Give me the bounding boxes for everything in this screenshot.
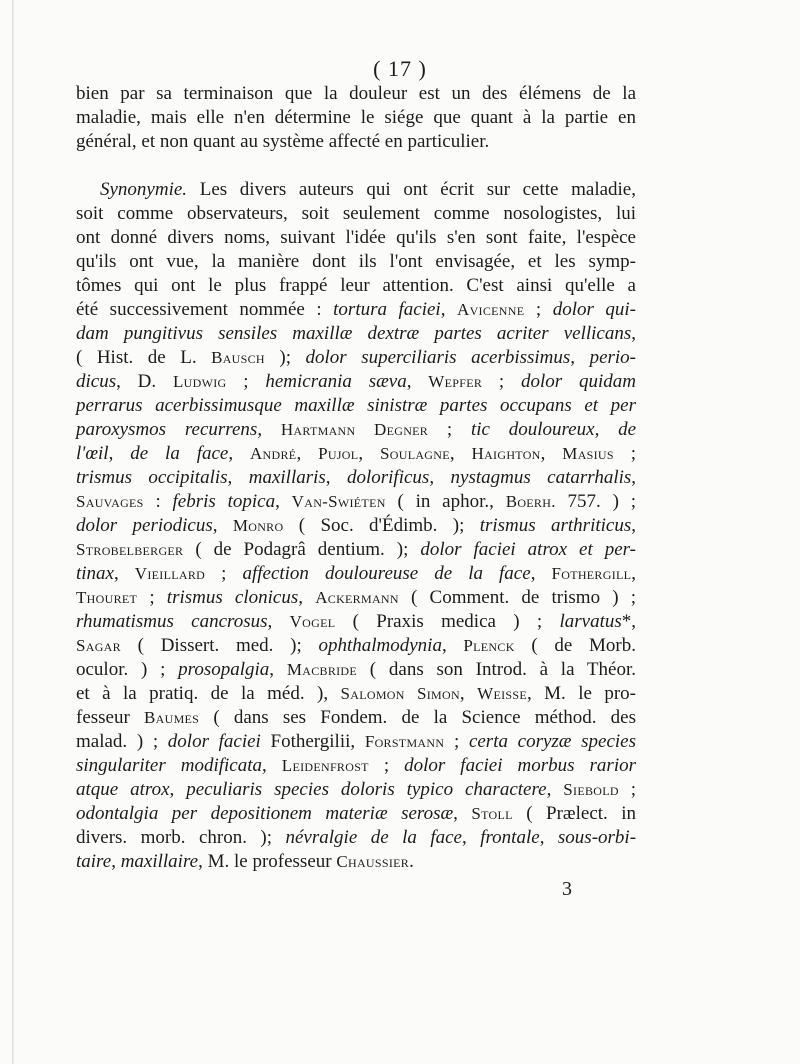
text-run: tômes qui ont le plus frappé leur attention. C'est ainsi qu'elle a [76, 275, 636, 296]
text-run: ; [205, 563, 243, 584]
author-name: Soulagne [380, 444, 450, 463]
text-run: fesseur [76, 707, 144, 728]
italic-term: larvatus [559, 611, 622, 632]
text-run: , [594, 419, 619, 440]
text-run: , [358, 443, 381, 464]
page-number: ( 17 ) [373, 56, 427, 81]
italic-term: hemicrania sæva [265, 371, 407, 392]
author-name: Wepfer [428, 372, 483, 391]
text-line [76, 346, 636, 370]
text-run: , [462, 827, 481, 848]
text-run: , [296, 443, 319, 464]
text-run: , [530, 563, 552, 584]
italic-term: dolor faciei morbus rarior [404, 755, 637, 776]
text-run: oculor. ) ; [76, 659, 179, 680]
text-run: , [631, 323, 636, 344]
text-run: , [631, 563, 637, 584]
italic-term: perrarus acerbissimusque maxillæ sinistræ partes occupans et per [76, 395, 636, 416]
author-name: Macbride [286, 660, 358, 679]
text-line [76, 226, 636, 250]
text-line [76, 826, 636, 850]
text-run: soit comme observateurs, soit seulement comme nosologistes, lui [76, 203, 636, 224]
author-name: Bausch [211, 348, 265, 367]
text-line [76, 322, 636, 346]
text-run: , [546, 779, 564, 800]
text-run: , [212, 515, 233, 536]
text-run: : [143, 491, 173, 512]
text-line [76, 418, 636, 442]
text-run: , [169, 779, 187, 800]
italic-term: dolor faciei [167, 731, 261, 752]
author-name: Weisse [477, 684, 527, 703]
text-run: , [114, 563, 135, 584]
text-line [76, 514, 636, 538]
italic-term: dolor superciliaris acerbissimus [305, 347, 571, 368]
italic-term: tinax [76, 563, 114, 584]
text-run: ); [264, 347, 306, 368]
italic-term: dolor periodicus [76, 515, 213, 536]
text-run: , [111, 851, 121, 872]
text-run: , [449, 443, 472, 464]
italic-term: perio- [589, 347, 636, 368]
italic-term: atque atrox [76, 779, 170, 800]
text-run: ( dans son Introd. à la Théor. [357, 659, 636, 680]
text-line [76, 706, 636, 730]
text-run: , [631, 515, 636, 536]
text-run: ; [368, 755, 405, 776]
italic-term: névralgie de la face [285, 827, 462, 848]
author-name: Sagar [76, 636, 121, 655]
text-run: été successivement nommée : [76, 299, 334, 320]
italic-term: ophthalmodynia [318, 635, 442, 656]
text-line [76, 370, 636, 394]
text-run: et à la pratiq. de la méd. ), [76, 683, 341, 704]
author-name: Fothergill [551, 564, 632, 583]
author-name: Haighton [471, 444, 541, 463]
text-line [76, 802, 636, 826]
author-name: Siebold [563, 780, 619, 799]
author-name: Hartmann Degner [280, 420, 429, 439]
text-line [76, 778, 636, 802]
text-run: , [453, 803, 472, 824]
italic-term: maxillaris [248, 467, 326, 488]
italic-term: prosopalgia [178, 659, 270, 680]
text-run: ( Praxis medica ) ; [335, 611, 560, 632]
italic-term: nystagmus catarrhalis [450, 467, 632, 488]
text-run: ( Dissert. med. ); [120, 635, 319, 656]
italic-term: trismus occipitalis [76, 467, 228, 488]
italic-term: dolor qui- [552, 299, 636, 320]
text-line [76, 298, 636, 322]
text-run: , M. le pro- [526, 683, 637, 704]
text-run: ( de Morb. [514, 635, 637, 656]
text-run: ( Comment. de trismo ) ; [398, 587, 637, 608]
italic-term: l'œil [76, 443, 109, 464]
text-line [76, 754, 636, 778]
page-fold-shadow [12, 0, 14, 1064]
text-run: , [540, 443, 563, 464]
text-run: ( Prælect. in [512, 803, 637, 824]
italic-term: affection douloureuse de la face [242, 563, 531, 584]
text-run: , M. le professeur [198, 851, 337, 872]
italic-term: maxillaire [120, 851, 199, 872]
author-name: Vieillard [134, 564, 206, 583]
text-run: ( de Podagrâ dentium. ); [183, 539, 421, 560]
text-run: ( dans ses Fondem. de la Science méthod. des [199, 707, 636, 728]
text-run: qu'ils ont vue, la manière dont ils l'ont envisagée, et les symp- [76, 251, 636, 272]
text-run: , [228, 443, 250, 464]
text-run: ; [444, 731, 469, 752]
text-run: , [298, 587, 316, 608]
text-run: ; [482, 371, 522, 392]
text-run: divers. morb. chron. ); [76, 827, 286, 848]
italic-term: tic douloureux [470, 419, 595, 440]
italic-term: dam pungitivus sensiles maxillæ dextræ partes acriter vellicans [76, 323, 632, 344]
italic-term: dolorificus [346, 467, 430, 488]
text-run: bien par sa terminaison que la douleur est un des élémens de la [76, 83, 636, 104]
signature-mark: 3 [562, 878, 572, 900]
author-name: Stoll [471, 804, 513, 823]
text-run: , [257, 419, 281, 440]
text-run: ; [137, 587, 167, 608]
text-run: ( Soc. d'Édimb. ); [283, 515, 480, 536]
text-line [76, 730, 636, 754]
text-run: ; [524, 299, 553, 320]
author-name: Boerh. [505, 492, 556, 511]
text-line [76, 682, 636, 706]
text-run: ont donné divers noms, suivant l'idée qu'ils s'en sont faite, l'espèce [76, 227, 636, 248]
text-line [76, 394, 636, 418]
italic-term: de [618, 419, 637, 440]
text-run: , [267, 611, 290, 632]
author-name: Strobelberger [76, 540, 184, 559]
text-run: , D. [116, 371, 173, 392]
text-run: , [429, 467, 451, 488]
italic-term: singulariter modificata [76, 755, 263, 776]
text-line [76, 106, 636, 130]
text-line [100, 178, 636, 202]
text-run: , [275, 491, 292, 512]
italic-term: de la face [130, 443, 229, 464]
text-line [76, 442, 636, 466]
text-line [76, 850, 636, 874]
italic-term: Synonymie. [100, 179, 188, 200]
text-run: ; [226, 371, 266, 392]
author-name: Chaussier [336, 852, 410, 871]
text-run: , [440, 299, 457, 320]
text-run: malad. ) ; [76, 731, 168, 752]
italic-term: dolor quidam [521, 371, 636, 392]
text-line [76, 250, 636, 274]
text-line [76, 586, 636, 610]
text-run: , [631, 467, 637, 488]
author-name: Leidenfrost [281, 756, 369, 775]
text-run: , [269, 659, 287, 680]
italic-term: febris topica [172, 491, 276, 512]
text-line [76, 610, 636, 634]
text-run: . [409, 851, 414, 872]
author-name: Baumes [144, 708, 200, 727]
author-name: Forstmann [364, 732, 445, 751]
text-run: , [262, 755, 282, 776]
author-name: André [249, 444, 297, 463]
text-run: Fothergilii, [260, 731, 365, 752]
author-name: Van-Swiéten [291, 492, 386, 511]
text-run: ; [613, 443, 637, 464]
text-run: maladie, mais elle n'en détermine le siége que quant à la partie en [76, 107, 636, 128]
text-run: , [325, 467, 347, 488]
text-line [76, 538, 636, 562]
text-run: , [406, 371, 429, 392]
text-run: ; [618, 779, 637, 800]
italic-term: dolor faciei atrox et per- [420, 539, 636, 560]
text-line [76, 130, 636, 154]
text-line [76, 274, 636, 298]
text-run: général, et non quant au système affecté en particulier. [76, 131, 490, 152]
author-name: Sauvages [76, 492, 144, 511]
author-name: Salomon Simon [340, 684, 460, 703]
author-name: Ackermann [315, 588, 399, 607]
author-name: Avicenne [457, 300, 525, 319]
text-run: , [459, 683, 478, 704]
italic-term: paroxysmos recurrens [76, 419, 258, 440]
author-name: Thouret [76, 588, 138, 607]
italic-term: rhumatismus cancrosus [76, 611, 268, 632]
text-line [76, 490, 636, 514]
author-name: Monro [232, 516, 284, 535]
italic-term: sous-orbi- [557, 827, 637, 848]
italic-term: trismus clonicus [166, 587, 299, 608]
text-run: , [570, 347, 590, 368]
author-name: Pujol [318, 444, 359, 463]
author-name: Ludwig [172, 372, 227, 391]
italic-term: dicus [76, 371, 117, 392]
text-run: ; [428, 419, 471, 440]
text-line [76, 202, 636, 226]
text-line [76, 658, 636, 682]
italic-term: trismus arthriticus [479, 515, 632, 536]
italic-term: taire [76, 851, 112, 872]
text-line [76, 634, 636, 658]
text-line [76, 466, 636, 490]
text-line [76, 562, 636, 586]
text-run: , [441, 635, 464, 656]
italic-term: certa coryzæ species [468, 731, 637, 752]
text-line [76, 82, 636, 106]
text-run: *, [621, 611, 637, 632]
italic-term: peculiaris species doloris typico charactere [186, 779, 547, 800]
italic-term: odontalgia per depositionem materiæ serosæ [76, 803, 454, 824]
text-run: , [539, 827, 558, 848]
author-name: Vogel [289, 612, 336, 631]
text-run: , [108, 443, 131, 464]
text-run: , [227, 467, 249, 488]
italic-term: frontale [480, 827, 540, 848]
text-run: 757. ) ; [555, 491, 636, 512]
text-run: Les divers auteurs qui ont écrit sur cette maladie, [187, 179, 636, 200]
italic-term: tortura faciei [333, 299, 441, 320]
author-name: Plenck [463, 636, 515, 655]
text-run: ( in aphor., [385, 491, 506, 512]
text-run: ( Hist. de L. [76, 347, 212, 368]
author-name: Masius [562, 444, 614, 463]
